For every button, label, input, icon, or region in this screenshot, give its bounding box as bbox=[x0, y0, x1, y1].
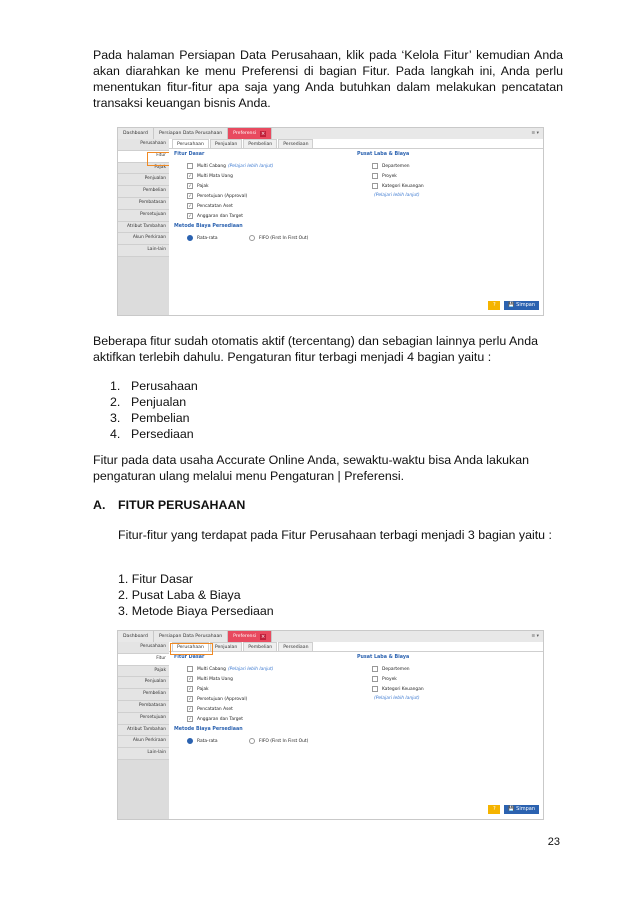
sidebar-item-pembatasan[interactable]: Pembatasan bbox=[118, 198, 169, 210]
option-persetujuan[interactable] bbox=[187, 696, 247, 702]
sidebar-item-lain-lain[interactable]: Lain-lain bbox=[118, 748, 169, 760]
features-paragraph: Beberapa fitur sudah otomatis aktif (tercentang) dan sebagian lainnya perlu Anda aktifkan terlebih dahulu. Pengaturan fitur terbagi menjadi 4 bagian yaitu : bbox=[93, 334, 538, 364]
tab-preferensi-label: Preferensi bbox=[233, 634, 257, 639]
list-number: 1. bbox=[110, 379, 121, 393]
radio-button[interactable] bbox=[249, 738, 255, 744]
checkbox[interactable] bbox=[372, 173, 378, 179]
preferensi-screenshot-2 bbox=[117, 630, 544, 820]
save-button[interactable]: 💾 Simpan bbox=[504, 805, 539, 814]
heading-letter: A. bbox=[93, 498, 106, 512]
list-number: 2. bbox=[110, 395, 121, 409]
checkbox[interactable]: ✓ bbox=[188, 183, 192, 188]
feature-sections-list bbox=[110, 378, 198, 442]
option-proyek[interactable] bbox=[372, 676, 397, 682]
sidebar-item-penjualan[interactable]: Penjualan bbox=[118, 677, 169, 689]
heading-text: FITUR PERUSAHAAN bbox=[118, 498, 246, 512]
option-pencatatan-aset[interactable] bbox=[187, 706, 233, 712]
option-pajak[interactable] bbox=[187, 686, 209, 692]
sidebar-item-pembelian[interactable]: Pembelian bbox=[118, 186, 169, 198]
preferensi-main bbox=[169, 642, 543, 819]
save-label: Simpan bbox=[516, 302, 535, 308]
option-label: Kategori Keuangan bbox=[382, 183, 424, 189]
section-heading bbox=[93, 498, 245, 512]
option-label: Anggaran dan Target bbox=[197, 213, 243, 219]
option-multi-mata-uang[interactable] bbox=[187, 676, 233, 682]
checkbox[interactable] bbox=[187, 163, 193, 169]
option-rata-rata[interactable] bbox=[187, 738, 218, 744]
checkbox[interactable]: ✓ bbox=[188, 173, 192, 178]
pusat-title: Pusat Laba & Biaya bbox=[357, 655, 410, 660]
metode-title: Metode Biaya Persediaan bbox=[174, 727, 243, 732]
intro-paragraph: Pada halaman Persiapan Data Perusahaan, klik pada ‘Kelola Fitur’ kemudian Anda akan diarahkan ke menu Preferensi di bagian Fitur. Pada langkah ini, Anda perlu menentukan fitur-fitur apa saja yang Anda butuhkan dalam melakukan pencatatan transaksi keuangan bisnis Anda. bbox=[93, 48, 563, 110]
radio-button[interactable] bbox=[249, 235, 255, 241]
radio-button[interactable] bbox=[187, 738, 193, 744]
option-fifo[interactable] bbox=[249, 235, 308, 241]
sidebar-item-atribut-tambahan[interactable]: Atribut Tambahan bbox=[118, 725, 169, 737]
option-label: Proyek bbox=[382, 173, 397, 179]
option-persetujuan[interactable] bbox=[187, 193, 247, 199]
list-item bbox=[110, 394, 198, 410]
learn-more-link[interactable]: (Pelajari lebih lanjut) bbox=[227, 666, 274, 672]
option-label: Pencatatan Aset bbox=[197, 706, 233, 712]
metode-title: Metode Biaya Persediaan bbox=[174, 224, 243, 229]
checkbox[interactable]: ✓ bbox=[188, 676, 192, 681]
fitur-dasar-title: Fitur Dasar bbox=[174, 655, 205, 660]
checkbox[interactable]: ✓ bbox=[188, 706, 192, 711]
learn-more-link[interactable]: (Pelajari lebih lanjut) bbox=[227, 163, 274, 169]
option-label: FIFO (First In First Out) bbox=[259, 235, 309, 241]
tab-persiapan-data[interactable]: Persiapan Data Perusahaan bbox=[154, 128, 228, 139]
sidebar-item-persetujuan[interactable]: Persetujuan bbox=[118, 210, 169, 222]
radio-button[interactable] bbox=[187, 235, 193, 241]
list-item bbox=[110, 378, 198, 394]
sidebar-item-fitur[interactable]: Fitur bbox=[118, 654, 169, 666]
sidebar-item-lain-lain[interactable]: Lain-lain bbox=[118, 245, 169, 257]
learn-more-link[interactable]: (Pelajari lebih lanjut) bbox=[374, 696, 420, 701]
option-label: Multi Cabang bbox=[197, 163, 226, 169]
settings-paragraph: Fitur pada data usaha Accurate Online Anda, sewaktu-waktu bisa Anda lakukan pengaturan ulang melalui menu Pengaturan | Preferensi. bbox=[93, 453, 530, 483]
tab-persiapan-data[interactable]: Persiapan Data Perusahaan bbox=[154, 631, 228, 642]
sidebar-item-atribut-tambahan[interactable]: Atribut Tambahan bbox=[118, 222, 169, 234]
list-item bbox=[110, 426, 198, 442]
pusat-learn-more[interactable] bbox=[372, 696, 420, 701]
list-number: 3. bbox=[110, 411, 121, 425]
list-number: 4. bbox=[110, 427, 121, 441]
help-button[interactable]: ? bbox=[488, 301, 500, 310]
option-label: Persetujuan (Approval) bbox=[197, 193, 248, 199]
sidebar-item-akun-perkiraan[interactable]: Akun Perkiraan bbox=[118, 233, 169, 245]
checkbox[interactable]: ✓ bbox=[188, 686, 192, 691]
close-icon[interactable]: × bbox=[261, 130, 266, 137]
close-icon[interactable]: × bbox=[261, 633, 266, 640]
footer-buttons bbox=[488, 301, 539, 310]
learn-more-link[interactable]: (Pelajari lebih lanjut) bbox=[374, 193, 420, 198]
tab-preferensi[interactable] bbox=[228, 128, 272, 139]
fitur-dasar-title: Fitur Dasar bbox=[174, 152, 205, 157]
option-label: FIFO (First In First Out) bbox=[259, 738, 309, 744]
subtab-pembelian[interactable]: Pembelian bbox=[243, 642, 277, 651]
sidebar-item-perusahaan[interactable]: Perusahaan bbox=[118, 642, 169, 654]
menu-icon[interactable]: ≡ ▾ bbox=[531, 634, 539, 639]
option-label: Multi Cabang bbox=[197, 666, 226, 672]
page-number: 23 bbox=[547, 836, 560, 848]
option-multi-cabang[interactable] bbox=[187, 666, 273, 672]
option-label: Pencatatan Aset bbox=[197, 203, 233, 209]
option-kategori-keuangan[interactable] bbox=[372, 686, 424, 692]
option-departemen[interactable] bbox=[372, 666, 410, 672]
checkbox[interactable] bbox=[372, 163, 378, 169]
checkbox[interactable]: ✓ bbox=[188, 696, 192, 701]
list-item: 3. Metode Biaya Persediaan bbox=[118, 604, 274, 618]
option-label: Proyek bbox=[382, 676, 397, 682]
subtab-persediaan[interactable]: Persediaan bbox=[278, 139, 313, 148]
perusahaan-list bbox=[118, 571, 274, 619]
preferensi-sidebar bbox=[118, 642, 169, 819]
subtab-penjualan[interactable]: Penjualan bbox=[210, 139, 242, 148]
pusat-title: Pusat Laba & Biaya bbox=[357, 152, 410, 157]
option-label: Pajak bbox=[197, 686, 209, 692]
option-label: Departemen bbox=[382, 163, 410, 169]
option-kategori-keuangan[interactable] bbox=[372, 183, 424, 189]
option-label: Multi Mata Uang bbox=[197, 173, 233, 179]
list-item: 2. Pusat Laba & Biaya bbox=[118, 588, 241, 602]
preferensi-screenshot-1 bbox=[117, 127, 544, 316]
option-label: Kategori Keuangan bbox=[382, 686, 424, 692]
perusahaan-paragraph: Fitur-fitur yang terdapat pada Fitur Perusahaan terbagi menjadi 3 bagian yaitu : bbox=[118, 528, 552, 542]
sidebar-item-pajak[interactable]: Pajak bbox=[118, 666, 169, 678]
checkbox[interactable]: ✓ bbox=[188, 203, 192, 208]
list-item bbox=[110, 410, 198, 426]
option-anggaran[interactable] bbox=[187, 213, 243, 219]
option-fifo[interactable] bbox=[249, 738, 308, 744]
list-item: 1. Fitur Dasar bbox=[118, 572, 194, 586]
sidebar-item-pembelian[interactable]: Pembelian bbox=[118, 689, 169, 701]
subtab-perusahaan[interactable]: Perusahaan bbox=[172, 139, 209, 148]
tab-dashboard[interactable]: Dashboard bbox=[118, 128, 154, 139]
option-departemen[interactable] bbox=[372, 163, 410, 169]
option-anggaran[interactable] bbox=[187, 716, 243, 722]
option-pajak[interactable] bbox=[187, 183, 209, 189]
save-button[interactable]: 💾 Simpan bbox=[504, 301, 539, 310]
sidebar-item-akun-perkiraan[interactable]: Akun Perkiraan bbox=[118, 736, 169, 748]
option-label: Pajak bbox=[197, 183, 209, 189]
list-text: Persediaan bbox=[131, 427, 194, 441]
option-rata-rata[interactable] bbox=[187, 235, 218, 241]
help-button[interactable]: ? bbox=[488, 805, 500, 814]
checkbox[interactable] bbox=[372, 183, 378, 189]
list-text: Pembelian bbox=[131, 411, 190, 425]
subtabs bbox=[169, 642, 543, 652]
subtab-perusahaan[interactable]: Perusahaan bbox=[172, 642, 209, 651]
option-label: Multi Mata Uang bbox=[197, 676, 233, 682]
checkbox[interactable]: ✓ bbox=[188, 716, 192, 721]
preferensi-main bbox=[169, 139, 543, 315]
option-label: Persetujuan (Approval) bbox=[197, 696, 248, 702]
option-proyek[interactable] bbox=[372, 173, 397, 179]
sidebar-item-pembatasan[interactable]: Pembatasan bbox=[118, 701, 169, 713]
sidebar-item-penjualan[interactable]: Penjualan bbox=[118, 174, 169, 186]
pusat-learn-more[interactable] bbox=[372, 193, 420, 198]
list-text: Perusahaan bbox=[131, 379, 198, 393]
highlight-perusahaan-tab bbox=[170, 643, 213, 655]
tab-dashboard[interactable]: Dashboard bbox=[118, 631, 154, 642]
subtab-penjualan[interactable]: Penjualan bbox=[210, 642, 242, 651]
checkbox[interactable] bbox=[372, 686, 378, 692]
subtabs bbox=[169, 139, 543, 149]
sidebar-item-perusahaan[interactable]: Perusahaan bbox=[118, 139, 169, 151]
option-label: Rata-rata bbox=[197, 235, 218, 241]
sidebar-item-persetujuan[interactable]: Persetujuan bbox=[118, 713, 169, 725]
sidebar-item-fitur[interactable]: Fitur bbox=[118, 151, 169, 163]
option-label: Rata-rata bbox=[197, 738, 218, 744]
save-label: Simpan bbox=[516, 806, 535, 812]
footer-buttons bbox=[488, 805, 539, 814]
subtab-pembelian[interactable]: Pembelian bbox=[243, 139, 277, 148]
checkbox[interactable]: ✓ bbox=[188, 213, 192, 218]
option-multi-cabang[interactable] bbox=[187, 163, 273, 169]
option-multi-mata-uang[interactable] bbox=[187, 173, 233, 179]
option-label: Departemen bbox=[382, 666, 410, 672]
list-text: Penjualan bbox=[131, 395, 187, 409]
sidebar-item-pajak[interactable]: Pajak bbox=[118, 163, 169, 175]
checkbox[interactable] bbox=[372, 676, 378, 682]
option-label: Anggaran dan Target bbox=[197, 716, 243, 722]
menu-icon[interactable]: ≡ ▾ bbox=[531, 131, 539, 136]
option-pencatatan-aset[interactable] bbox=[187, 203, 233, 209]
tab-preferensi-label: Preferensi bbox=[233, 131, 257, 136]
checkbox[interactable] bbox=[187, 666, 193, 672]
checkbox[interactable] bbox=[372, 666, 378, 672]
checkbox[interactable]: ✓ bbox=[188, 193, 192, 198]
tab-preferensi[interactable] bbox=[228, 631, 272, 642]
subtab-persediaan[interactable]: Persediaan bbox=[278, 642, 313, 651]
